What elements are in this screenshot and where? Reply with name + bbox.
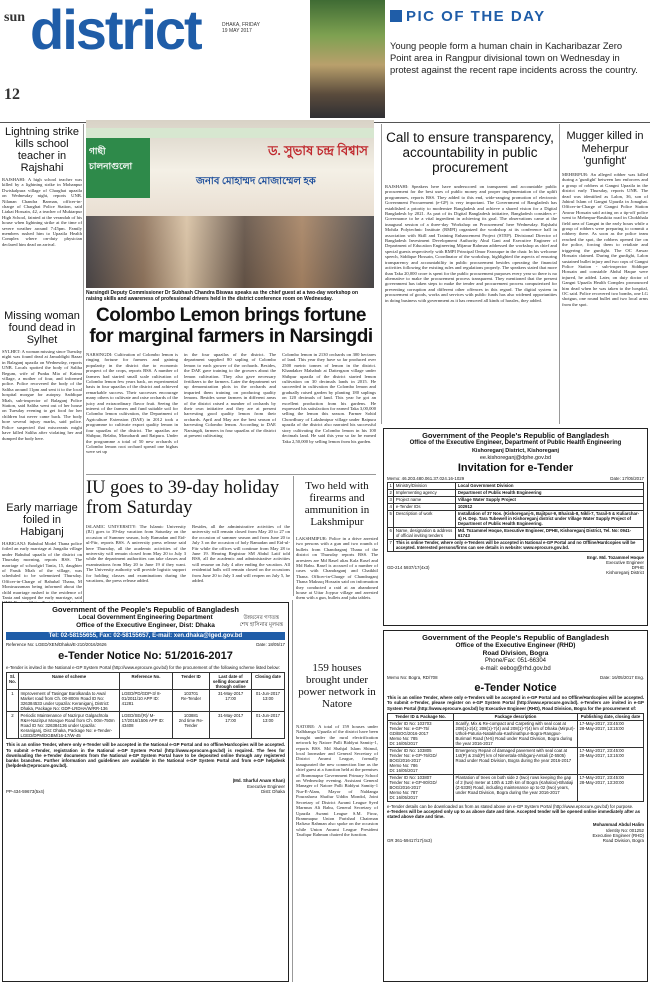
row-label: Implementing agency: [394, 489, 456, 496]
dphe-date: Date: 17/05/2017: [610, 475, 644, 481]
tender-id-cell: Tender ID No: 103805 Tender No: e-GP-76/GD/ BOG/2016-2017 Memo No: 786 Dt: 16/05/2017: [388, 747, 454, 774]
rhd-footer2: e-Tenders will be accepted only up to as above date and time. Accepted tender will be opened online immediately after as stated above date and time.: [387, 809, 641, 820]
column-header: Sl. No.: [7, 673, 19, 690]
row-value: Md. Tozammel Hoque, Executive Engineer, DPHE, Kishoreganj District, Tel. No: 0941-61743: [456, 527, 644, 539]
dphe-email: ee.kishoreganj@dphe.gov.bd: [479, 454, 552, 461]
table-row: [7, 690, 285, 712]
row-value: Local Government Division: [456, 482, 644, 489]
row-number: 1: [389, 483, 392, 489]
lged-date: Date: 18/05/17: [256, 642, 285, 647]
lged-ref: PP-434-59673(5x4): [6, 788, 45, 794]
lged-table: [6, 672, 285, 739]
table-row: [388, 510, 644, 527]
row-number: 4: [389, 504, 392, 510]
iu-col2: Besides, all the administrative activities of the university will remain closed from May 20 to 27 on the occasion of summer season and from June 20 to July 3 on the occasion of holy Ramadan and Eid-ul-Fitr while the offices will continue from May 28 to June 19. Hearing Registrar SM Abdul Latif told BSS, all the academic and administrative activities will resume on July 4 after ending the vacation. All residential halls will remain closed on the occasions from June 20 to July 3 and will reopen on July 5, he added.: [192, 524, 290, 584]
dphe-signer-title: Executive Engineer: [606, 559, 644, 565]
last-date-cell: 31-May-2017 17:00: [210, 712, 252, 739]
page-number: 12: [4, 86, 20, 103]
table-row: [388, 482, 644, 489]
serial-cell: 1: [7, 690, 19, 712]
package-description-cell: Emergency Repair of damaged pavement with seal coat at 1st(P) & 2nd(P) km of Nimertala-Shibganj-Amtali (Z-5505) Road under Road Division, Bogra during the year 2016-2017: [454, 747, 578, 774]
potd-marker: [390, 10, 402, 22]
table-row: [388, 496, 644, 503]
rhd-phone: Phone/Fax: 051-66304: [484, 658, 547, 664]
mugger-headline: Mugger killed in Meherpur 'gunfight': [566, 130, 644, 167]
table-row: [388, 527, 644, 539]
package-description-cell: Plantation of trees on both side 2 (two) rows keeping the gap of 2 (two) meter at 10th & 12th km of Bogra (Kahaloo)-Bhatiaji (Z-5339) Road, including maintenance up to 02 (two) years, under Road Division, Bogra during the year 2016-2017: [454, 774, 578, 801]
story1-body: RAJSHAHI: A high school teacher was killed by a lightning strike in Mohanpur Dwiskalpura village of Charghat upazila on Wednesday night, reports UNB. Nilanan Chandra Barman, officer-in-charge of Charghat Police Station, said Liakat Hossain, 42, a teacher of Muktarpur High School, fainted at the verandah of his house when lightning strike at the time of severe weather around 7:45pm. Family members rushed him to Upazila Health Complex where on-duty physician declared him dead on arrival.: [2, 177, 82, 247]
column-header: Package description: [454, 713, 578, 720]
row-label: Name, designation & address of official inviting tenders: [394, 527, 456, 539]
column-header: Publishing date, closing date: [578, 713, 644, 720]
dphe-tender: [383, 428, 648, 626]
lged-ref-no: Reference No: LGED/XEN/Dhaka/E-210/2016/2626: [6, 642, 107, 647]
lged-gov: Government of the People's Republic of Bangladesh: [52, 605, 239, 614]
lemon-col1: NARSINGDI: Cultivation of Colombo lemon is ringing fortune for farmers and gaining popularity in the district due to economic prospect of the crops, reports BSS. A number of farmers had started small scale cultivation of Colombo lemon few years back, on experimental basis in four upazilas of the district and achieved remarkable success. Their successes encourage many others to cultivate and raise orchards of the juicy and extraordinary flavor fruit. Seeing the interest of the farmers and fund suitable soil for Colombo lemon cultivation, the Department of Agriculture Extension (DAE) in 2012 took a programme to cultivate export quality lemon in four upazilas of the district. The upazilas are Shibpur, Belabo, Monohardi and Raipura. Under the programme a total of 50 new orchards of Colombo lemon root orchard spread one bighas were set up: [86, 352, 178, 455]
rhd-intro: This is an online Tender, where only e-Tenders will be accepted in e-GP Portal and no Offline/Hardcopies will be accepted. To submit e-Tender, please register on e-GP System Portal (http://www.eprocure.gov.bd). e-Tenders are invited in e-GP System Portal (http://www.eprocure.gov.bd) by Executive Engineer (RHD), Road Division, Bogra for the procurement of:: [387, 695, 644, 711]
scheme-name-cell: Periodic Maintenance of Nazirpur Galgachtola R&H-Nazirpur Mosque Road from Ch. 00m-750m Road ID No: 326384136 under Upazila: Keraniganj, Dist: Dhaka, Package No: e-Tender-LGED/DPM/DGBM/16-17/W-45: [19, 712, 120, 739]
column-header: Reference No.: [120, 673, 173, 690]
rhd-table: [387, 713, 644, 802]
column-header: Tender ID & Package No.: [388, 713, 454, 720]
column-header: Last date of selling document through online: [210, 673, 252, 690]
row-value: 102912: [456, 503, 644, 510]
photo-caption: Narsingdi Deputy Commissioner Dr Subhash Chandra Biswas speaks as the chief guest at a two-day workshop on raising skills and awareness of professional drivers held in the district conference room on Wednesday.: [86, 290, 359, 302]
row-number: 6: [388, 527, 394, 539]
dates-cell: 17-May-2017, 23:45:00 28-May-2017, 13:15:00: [578, 720, 644, 747]
tender-id-cell: 103881 2nd time Re-Tender: [172, 712, 209, 739]
reference-cell: LGED/PD/GDP-3/ 8-01/2011/10 APP ID: 41281: [120, 690, 173, 712]
rhd-ref: GR 361-59417/17(4x3): [387, 838, 432, 844]
row-value: Department of Public Health Engineering: [456, 489, 644, 496]
photo-people: [86, 216, 374, 288]
column-header: Closing date: [251, 673, 284, 690]
row-number: 7: [388, 539, 394, 551]
dphe-signer-loc: Kishoreganj District: [606, 570, 644, 576]
dphe-gov: Government of the People's Republic of Bangladesh: [422, 431, 609, 440]
tender-id-cell: 103701 Re-Tender: [172, 690, 209, 712]
lged-signer: (Md. Sharful Anam Khan): [232, 778, 285, 784]
masthead-date: DHAKA, FRIDAY 19 MAY 2017: [222, 22, 260, 34]
call-headline: Call to ensure transparency, accountability in public procurement: [386, 130, 554, 175]
dphe-signer: Engr. Md. Tozammel Hoque: [587, 554, 644, 560]
column-header: Name of scheme: [19, 673, 120, 690]
mugger-body: MEHERPUR: An alleged robber was killed during a 'gunfight' between law enforcers and a group of robbers at Gangni Upazila in the district early Thursday, reports UNB. The dead was identified as Lalon, 36, son of Jahirul Islam of Gangni Upazila in Jonaghat. Officer-in-Charge of Gangni Police Station Anwar Hossain said acting on a tip-off police went to Meherpur-Rasikita road in Chokbhala field area of Gangni in the early hours while a group of robbers were preparing to commit a robbery there. As soon as the police team reached the spot, the robbers opened fire on the police, forcing them to retaliate and triggering the gunfight. The OC Anwar Hossain claimed. During the gunfight, Lalon sustained bullet injury and two cops of Gangni Police Station - sub-inspector Siddique Hossain and constable Abdul Haque were injured, he added. Later, on duty doctor of Gangni Upazila Health Complex pronounced him dead when he was taken to the hospital, OC said. Police recovered two bombs, one LG shotgun, one round bullet and two local arms from the spot.: [562, 172, 648, 307]
story2-headline: Missing woman found dead in Sylhet: [4, 310, 80, 346]
story3-body: HABIGANJ: Bahubal Model Thana police foiled an early marriage at Jangalia village under Bahubal upazila of the district on Thursday morning, reports BSS. The marriage of schoolgirl Tania, 15, daughter of Faruk Miah of the village, was scheduled to be solemnized Thursday. Officer-in-Charge of Bahubal Thana, M Moniruzzaman being informed about the child marriage rushed to the residence of Tania and stopped the early marriage, said: [2, 541, 82, 601]
lged-slogan: উন্নয়নের গণতন্ত্র শেখ হাসিনার মূলমন্ত্র: [239, 615, 283, 628]
rhd-title: e-Tender Notice: [474, 682, 557, 695]
potd-text: Young people form a human chain in Kacharibazar Zero Point area in Rangpur divisional town on Wednesday in protest against the recent rape incidents across the country.: [390, 40, 638, 75]
potd-title: PIC OF THE DAY: [406, 8, 546, 25]
dphe-table: [387, 482, 644, 552]
rhd-signer-title: Executive Engineer (RHD): [592, 832, 644, 838]
pic-of-the-day: [390, 0, 650, 120]
rhd-signer-id: Identity No: 001252: [605, 827, 644, 833]
table-row: [388, 747, 644, 774]
row-number: 5: [388, 510, 394, 527]
story3-headline: Early marriage foiled in Habiganj: [6, 502, 78, 538]
photo-bengali-top: ড. সুভাষ চন্দ্র বিশ্বাস: [267, 143, 368, 158]
rhd-tender: [383, 630, 648, 982]
scheme-name-cell: Improvement of Tasingar Barolkanda to Awal Market road from Ch. 00-800m Road ID No: 326384533 under Upazila: Keraniganj, District: Dhaka, Package No: GDP-LRDHA/W/RR-136: [19, 690, 120, 712]
rhd-footer1: e-Tender details can be downloaded as from as stated above on e-GP System Portal (http://www.eprocure.gov.bd) for purpose.: [387, 803, 634, 809]
photo-bengali-mid: জনাব মোহাম্মদ মোজাম্মেল হক: [196, 176, 316, 187]
lged-footer: This is an online Tender, where only e-Tender will be accepted in the National e-GP Portal and no offline/Hardcopies will be accepted. To submit e-Tender, registration in the National e-GP System Portal (http://www.eprocure.gov.bd) is required. The fees for downloading the e-Tender documents from the National e-GP System Portal have to be deposited online through any registered banks branches. Further information and guidelines are available in the National e-GP System Portal and from e-GP helpdesk (helpdesk@eprocure.gov.bd).: [6, 742, 285, 769]
dates-cell: 17-May-2017, 23:45:00 28-May-2017, 13:30:00: [578, 774, 644, 801]
row-label: Ministry/Division: [394, 482, 456, 489]
masthead-district: district: [30, 0, 201, 61]
tender-id-cell: Tender ID No: 103807 Tender No: e-GP-80/GD/ BOG/2016-2017 Memo No: 787 Dt: 16/05/2017: [388, 774, 454, 801]
dphe-memo: Memo: 46.203.480.061.37.024.16-1029: [387, 475, 465, 481]
last-date-cell: 31-May-2017 17:00: [210, 690, 252, 712]
left-column: [2, 126, 82, 661]
rhd-gov: Government of the People's Republic of Bangladesh: [422, 633, 609, 642]
lged-intro: e-Tender is invited in the National e-GP System Portal (http://www.eprocure.gov.bd) for the procurement of the following scheme listed below:: [6, 665, 280, 671]
potd-photo: [310, 0, 385, 118]
lged-signer-title: Executive Engineer: [247, 783, 285, 789]
row-number: 2: [389, 490, 392, 496]
rhd-signer: Mohammad Abdul Halim: [592, 822, 644, 828]
closing-date-cell: 01-Jun-2017 13:00: [251, 712, 284, 739]
row-label: Project name: [394, 496, 456, 503]
lged-contact: Tel: 02-58155655, Fax: 02-58155657, E-mail: xen.dhaka@lged.gov.bd: [6, 632, 285, 640]
column-header: Tender ID: [172, 673, 209, 690]
houses-body: NATORE: A total of 159 houses under Nalbhanga Upazila of the district have been brought under the rural electrification network by Natore Palli Biddyut Samity-1, reports BSS. Md Shahjal Islam Shimul, local lawmaker and General Secretary of District Awami League, formally inaugurated the new connection line as the chief guest at a function held at the premises of Brammapur Government Primary School on Wednesday evening. Assistant General Manager of Natore Palli Biddyut Samity-1 Nur-E-Alam, Mayor of Naldanga Pourashava Shafiur Uddin Mondol, Joint Secretary of District Awami League Syed Marmun Ali Babu, General Secretary of Upazila Awami League S.M. Firoz, Brammapur Union Parishad Chairman Hafizur Rahman also spoke on the occasion while Union Awami League President Taufiqur Rahman chaired the function.: [296, 724, 378, 838]
tender-id-cell: Tender ID No: 103703 Tender No: e-GP-75/ GD/BOG/2016-2017 Memo No: 785 Dt: 16/05/2017: [388, 720, 454, 747]
houses-headline: 159 houses brought under power network in Natore: [298, 662, 376, 710]
lged-title: e-Tender Notice No: 51/2016-2017: [58, 650, 233, 663]
lemon-headline: Colombo Lemon brings fortune for marginal farmers in Narsingdi: [89, 305, 373, 347]
masthead-sun: sun: [4, 10, 26, 25]
arms-headline: Two held with firearms and ammunition in Lakshmipur: [304, 480, 370, 528]
row-value: Village Water Supply Project: [456, 496, 644, 503]
table-row: [388, 489, 644, 496]
lemon-col3: Colombo lemon in 2130 orchards on 300 hectares of land. This year they have so far produced over 2500 metric tonnes of lemon in the district. Khandaker Mahabub at Dattergaon village under Shibpur upazila of the district started lemon cultivation on 30 decimals lands in 2015. He succeeded in cultivation the Colombo lemon and gradually raised garden by planting 180 saplings on 120 decimals of land. This year he got an excellent production from his gardens. He expressed his satisfaction for earned Taka 3,00,000 selling the lemon this season. Farmer Sohid Chowdhury of Lakshmipur village under Raipura upazila of the district also narrated his successful story cultivating the Colombo lemon in his 100 decimals land. He said this year so far he earned Taka 2,50,000 by selling lemon from his garden.: [282, 352, 376, 444]
serial-cell: 2: [7, 712, 19, 739]
table-row: [388, 774, 644, 801]
table-row: [7, 712, 285, 739]
dphe-ref: GD-214 5937/17(4x3): [387, 565, 430, 571]
package-description-cell: Scarify, Mix & Re-compact and Carpeting with seal coat at 208(1)-2(4); 208(1)-7(4) and 208(1)-7(4) km of Dhaka (Mirpur)-Utholi-Paturia-Natakhola-Kashinathpur-Bogra-Rangpur-Burimari Road (N-5) Road under Road Division, Bogra during the year 2016-2017: [454, 720, 578, 747]
lemon-col2: in the four upazilas of the district. The department supplied 80 sapling of Colombo lemon to each grower of the orchards. Besides, the DAE gave training to the growers about the lemon cultivation. They also gave necessary fertilizers to the farmers. Later the department set up demonstration plots in the orchards and imparted them training on producing quality lemons. Besides some farmers in different areas of the district raised a number of orchards by their own initiative and they are at present harvesting good quality lemon from their orchards. April and May are the best season of harvesting Colombo lemon. According to DAE Narsingdi, farmers in four upazilas of the district at present cultivating: [184, 352, 276, 439]
dphe-signer-office: DPHE: [631, 565, 644, 571]
lged-office: Office of the Executive Engineer, Dist: Dhaka: [76, 622, 215, 629]
rhd-signer-office: Road Division, Bogra: [602, 838, 644, 844]
lged-signer-office: Distt: Dhaka: [261, 788, 285, 794]
call-body: RAJSHAHI: Speakers here have underscored on transparent and accountable public procurement for the best uses of public money and proper implementation of the uplift programmes, reports BSS. They added to this end, wide-ranging promotion of electronic Government Procurement (e-GP) is very important. The Government of Bangladesh has established a priority to modernize Bangladesh and achieve a shared vision for a Digital Bangladesh by 2021. As part of its Digital Bangladesh initiative, Bangladesh considers e-Governance to be a vital ingredient in achieving its goal. The observations came at the inaugural session of a three-day 'Workshop on Procurement' here Wednesday. Rajshahi Mohila Polytechnic Institute (RMPI) organized the workshop at its conference hall in association with Skill and Training Enhancement Project (STEP). Divisional Director of Bangladesh Investment Development Authority Abul Gani and Executive Engineer of Department of Education Engineering Mijanur Rahman addressed the workshop as chief and special guests respectively with RMPI Principal Omor Farouque in the chair. In his welcome speech, Siddique Hossain, Coordinator of the workshop, highlighted the aspects of ensuring transparency and accountability in public procurement besides operating the financial activities following the existing rules and regulations properly. The speakers stated that more than Taka 20,000 crore is spent for the public procurement purposes every year so there is no alternative to make the procurement process transparent. They mentioned that the present government has taken steps to make the tender and procurement process computerized for preventing corruption and different other offences in this regard. The digital system in procurement of goods, works and services with public funds has also widened opportunities in doing business with government as it has removed all kinds of hassles, they added.: [385, 184, 557, 303]
row-number: 3: [389, 497, 392, 503]
workshop-photo: [86, 120, 374, 288]
table-row: [388, 720, 644, 747]
reference-cell: LGED/SE/(R)/ M-17/2016/1506 APP ID: 43408: [120, 712, 173, 739]
table-row: [388, 503, 644, 510]
dphe-district: Kishoreganj District, Kishoreganj: [471, 447, 560, 454]
iu-headline: IU goes to 39-day holiday from Saturday: [86, 478, 280, 518]
iu-col1: ISLAMIC UNIVERSITY: The Islamic University (IU) goes to 39-day vacation from Saturday on the occasion of Summer season, holy Ramadan and Eid-ul-Fitr, reports BSS. A university press release said here Thursday, all the academic activities of the university will remain closed from May 20 to July 3 while the department authorities can take classes and examinations from May 20 to June 19 if they want. The University authority will provide logistic support for holding classes and examinations during the vacations, the press release added.: [86, 524, 186, 584]
row-label: e-Tender IDs: [394, 503, 456, 510]
lged-tender: [2, 602, 289, 982]
row-label: Description of work: [394, 510, 456, 527]
rhd-memo: Memo No: Bogra, RD/708: [387, 675, 438, 680]
story1-headline: Lightning strike kills school teacher in Rajshahi: [5, 126, 79, 174]
row-text: This is online Tender, where only e-Tenders will be accepted in National e-GP Portal and no Offline/Hardcopies will be accepted. Interested persons/firms can see details in website: www.eprocure.gov.bd.: [394, 539, 644, 551]
table-row: [388, 539, 644, 551]
rhd-email: e-mail: eebog@rhd.gov.bd: [480, 665, 551, 672]
rhd-date: Date: 16/05/2017 Eng.: [600, 675, 644, 680]
rhd-office: Office of the Executive Engineer (RHD): [455, 642, 576, 649]
story2-body: SYLHET: A woman missing since Tuesday night was found dead at Jamaldighi Bazar in Balaganj upazila on Wednesday, reports UNB. Locals spotted the body of Saliha Begum, wife of Punku Mia of Kaima village, a mother of four, and informed police. Police recovered the body of the Saliha around 11pm and sent it to the local hospital morgue for autopsy. Saddique Miah, sub-inspector of Balaganj Police Station, said Saliha went out of her house on Tuesday evening to get food for her children but never came back. The body bore several injury marks, said police. Police suspected that miscreants might have killed Saliha after violating her and dumped the body here.: [2, 349, 82, 441]
lged-dept: Local Government Engineering Department: [78, 614, 213, 621]
dates-cell: 17-May-2017, 23:45:00 28-May-2017, 13:15:00: [578, 747, 644, 774]
arms-body: LAKSHMIPUR: Police in a drive arrested two persons with a gun and two rounds of bullets from Chandraganj Thana of the district on Thursday reports BSS. The arrestees are Md Rasel alias Kala Rasel and Md Babu. Rasel is accused of a number of cases with Chandraganj and Chatkhil Thana. Officer-in-Charge of Chandraganj Thana Maksuq Hossain said on information they conducted a raid at an abandoned house at Uttar Joypur village and arrested them with a gun, bullets and juba tablets.: [296, 536, 378, 601]
dphe-title: Invitation for e-Tender: [457, 461, 574, 474]
row-value: Installation of 37 Nos. (Kishoreganj-5, Bajitpur-9, Bhairab-8, Nikli-7, Tarail-5 & Kuliarchar-4) H. Dep. Tara Tubewell in Kishoreganj district under Village Water Supply Project of Department of Public Health Engineering.: [456, 510, 644, 527]
closing-date-cell: 01-Jun-2017 13:00: [251, 690, 284, 712]
rhd-division: Road Division, Bogra: [482, 650, 549, 657]
photo-green-panel: গাছী চালনাগুলো: [86, 138, 150, 198]
dphe-office: Office of the Executive Engineer, Department of Public Health Engineering: [409, 440, 622, 446]
